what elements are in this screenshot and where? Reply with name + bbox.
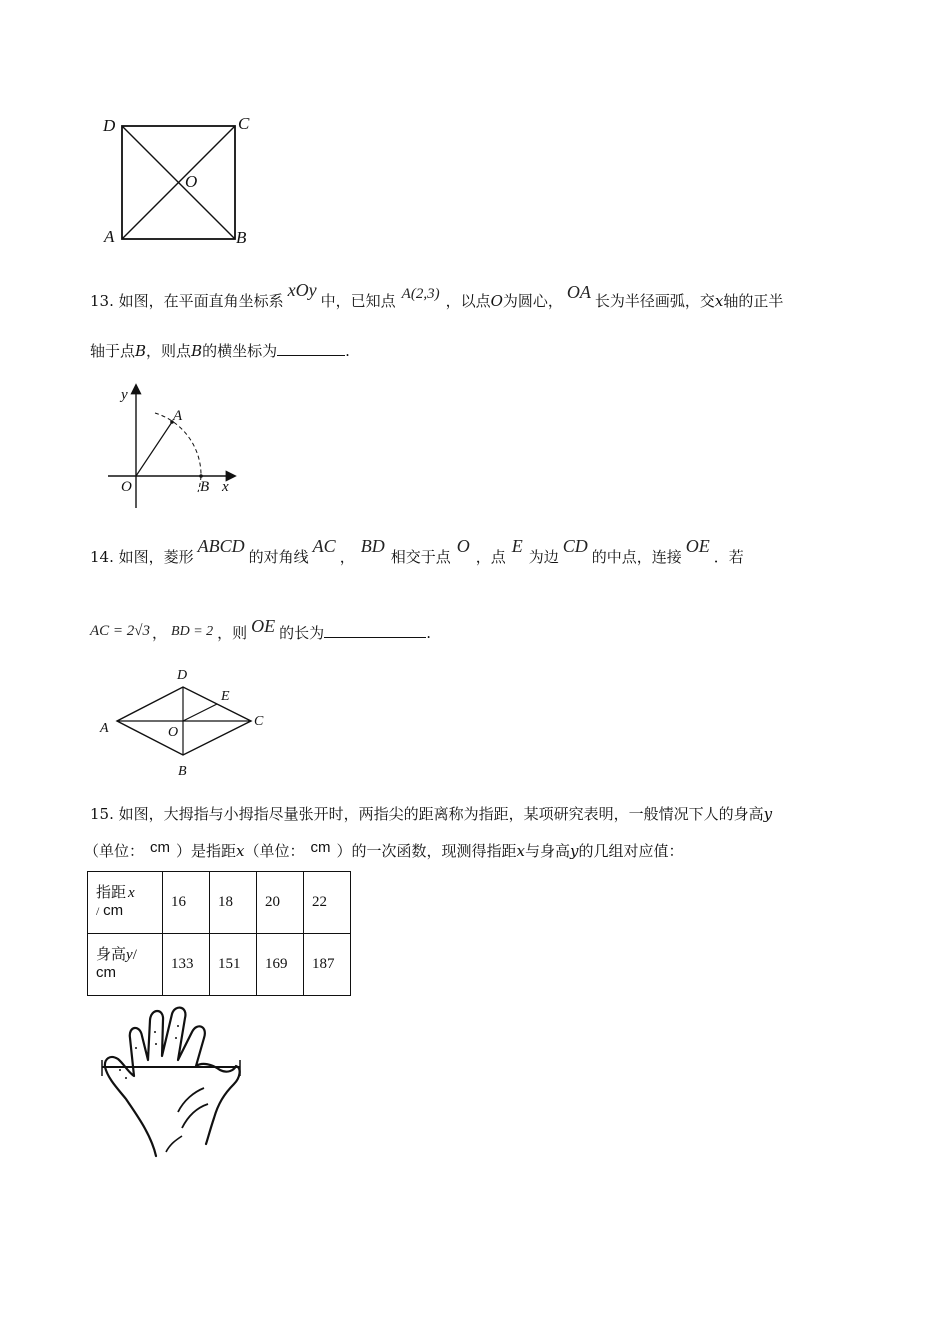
label-x-axis: x <box>222 479 229 495</box>
q14-number: 14. <box>90 548 114 566</box>
square-diagram <box>95 108 265 256</box>
label-a: A <box>104 227 115 246</box>
rhombus-diagram <box>95 662 275 782</box>
q14-math-bd: BD <box>360 536 385 556</box>
q14-math-oe: OE <box>685 536 710 556</box>
data-table <box>87 871 351 996</box>
table-cell: 169 <box>257 934 304 996</box>
q15-line1: 15. 如图，大拇指与小拇指尽量张开时，两指尖的距离称为指距，某项研究表明，一般情况下人的身高y <box>90 805 773 823</box>
q13-number: 13. <box>90 292 114 310</box>
label-a: A <box>100 721 109 736</box>
label-y-axis: y <box>121 387 128 403</box>
q15-unit-cm-2: cm <box>310 839 331 856</box>
label-point-a: A <box>173 408 183 424</box>
table-cell: 18 <box>210 872 257 934</box>
label-c: C <box>238 114 250 133</box>
q14-math-abcd: ABCD <box>197 536 245 556</box>
table-cell: 151 <box>210 934 257 996</box>
label-point-b: B <box>200 479 210 495</box>
label-d: D <box>103 116 116 135</box>
q13-line2: 轴于点B，则点B的横坐标为 . <box>90 342 350 360</box>
label-e: E <box>221 689 230 704</box>
q14-line1: 14. 如图，菱形ABCD的对角线AC，BD相交于点O，点E为边CD的中点，连接OE．若 <box>90 536 744 566</box>
table-cell: 20 <box>257 872 304 934</box>
q14-condition-ac: AC = 2√3 <box>90 623 151 639</box>
row-header-span: 指距 x / cm <box>88 872 163 934</box>
label-o: O <box>185 172 198 191</box>
q13-answer-blank[interactable] <box>277 341 345 356</box>
label-d: D <box>177 668 188 683</box>
q13-line1: 13. 如图，在平面直角坐标系xOy中，已知点 A(2,3) ，以点O为圆心， OA 长为半径画弧，交x轴的正半 <box>90 280 784 310</box>
q14-math-oe-2: OE <box>251 616 276 636</box>
table-row <box>88 934 351 996</box>
table-cell: 16 <box>163 872 210 934</box>
table-cell: 133 <box>163 934 210 996</box>
q14-math-o: O <box>456 536 470 556</box>
label-b: B <box>178 764 187 779</box>
table-row <box>88 872 351 934</box>
q13-math-xoy: xOy <box>287 280 317 300</box>
q14-math-e: E <box>511 536 523 556</box>
label-b: B <box>236 228 247 247</box>
q14-line2: AC = 2√3 ， BD = 2 ，则 OE 的长为 . <box>90 616 431 642</box>
row-header-height: 身高y/ cm <box>88 934 163 996</box>
q14-math-ac: AC <box>312 536 336 556</box>
q15-number: 15. <box>90 805 114 823</box>
q14-answer-blank[interactable] <box>324 623 426 638</box>
q15-line2: （单位： cm ）是指距x（单位： cm ）的一次函数，现测得指距x与身高y的几组对应值： <box>84 839 684 860</box>
table-cell: 187 <box>304 934 351 996</box>
axes-diagram <box>100 380 250 515</box>
label-o: O <box>168 725 179 740</box>
label-c: C <box>254 714 264 729</box>
q13-math-point-a: A(2,3) <box>401 286 440 302</box>
table-cell: 22 <box>304 872 351 934</box>
q13-math-oa: OA <box>566 282 591 302</box>
q14-math-cd: CD <box>562 536 588 556</box>
hand-span-diagram <box>96 1004 246 1164</box>
q14-condition-bd: BD = 2 <box>171 624 214 639</box>
q15-unit-cm: cm <box>150 839 171 856</box>
label-origin: O <box>121 479 132 495</box>
